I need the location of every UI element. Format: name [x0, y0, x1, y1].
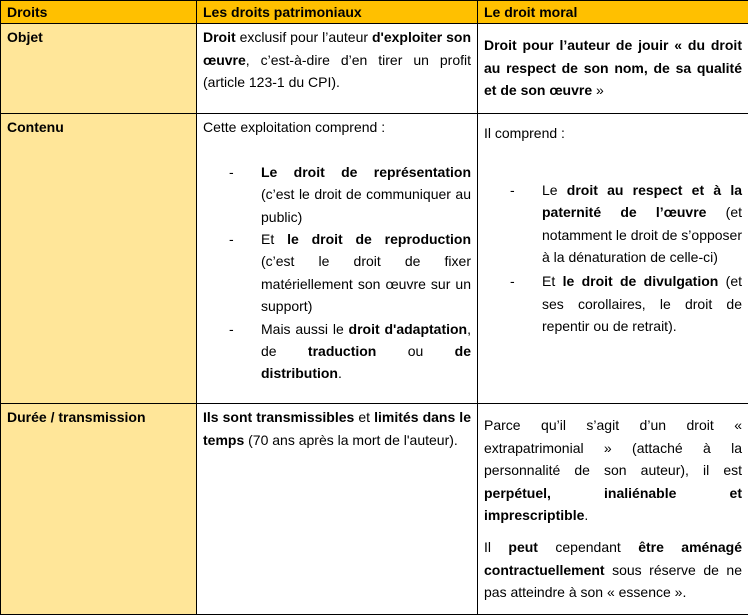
- paragraph-text: .: [584, 507, 588, 523]
- row-objet: [1, 24, 748, 114]
- list-item: [484, 270, 742, 337]
- row-duree: [1, 404, 748, 615]
- row-label-duree: Durée / transmission: [1, 404, 197, 615]
- objet-moral-text-1: »: [592, 82, 604, 98]
- header-droits: Droits: [1, 1, 197, 24]
- paragraph-bold: être aménagé contractuellement: [484, 539, 742, 577]
- list-item: [203, 318, 471, 385]
- header-moral: Le droit moral: [478, 1, 748, 24]
- header-patrimoniaux: Les droits patrimoniaux: [197, 1, 478, 24]
- contenu-patrimoniaux-list: [203, 161, 471, 385]
- contenu-patrimoniaux-intro: Cette exploitation comprend :: [203, 116, 471, 138]
- duree-patrimoniaux-text-2: (70 ans après la mort de l'auteur).: [244, 432, 458, 448]
- duree-moral-paragraph-1: [484, 414, 742, 526]
- dash-marker: -: [510, 179, 515, 201]
- dash-marker: -: [510, 270, 515, 292]
- row-label-objet: Objet: [1, 24, 197, 114]
- item-text: (c’est le droit de fixer matériellement son œuvre sur un support): [261, 253, 471, 314]
- item-text: , de: [261, 321, 471, 359]
- list-item: [484, 179, 742, 269]
- item-bold: le droit de reproduction: [287, 231, 471, 247]
- duree-patrimoniaux-bold-2: limités dans le temps: [203, 409, 471, 447]
- objet-patrimoniaux-text-1: exclusif pour l’auteur: [236, 29, 372, 45]
- item-bold: traduction: [308, 343, 376, 359]
- contenu-moral-cell: [478, 114, 748, 404]
- item-bold: droit au respect et à la paternité de l’œuvre: [542, 182, 742, 220]
- paragraph-text: Parce qu’il s’agit d’un droit « extrapatrimonial » (attaché à la personnalité de son auteur), il est: [484, 417, 742, 478]
- duree-moral-cell: [478, 404, 748, 615]
- contenu-patrimoniaux-cell: [197, 114, 478, 404]
- list-item: [203, 228, 471, 318]
- item-text: Et: [542, 273, 563, 289]
- duree-patrimoniaux-text-1: et: [354, 409, 374, 425]
- dash-marker: -: [229, 318, 234, 340]
- list-item: [203, 161, 471, 228]
- row-label-contenu: Contenu: [1, 114, 197, 404]
- objet-moral-cell: [478, 24, 748, 114]
- item-text: (c’est le droit de communiquer au public): [261, 186, 471, 224]
- paragraph-text: sous réserve de ne pas atteindre à son « essence ».: [484, 562, 742, 600]
- dash-marker: -: [229, 161, 234, 183]
- paragraph-text: Il: [484, 539, 508, 555]
- item-text: Mais aussi le: [261, 321, 349, 337]
- item-text: Le: [542, 182, 567, 198]
- duree-moral-paragraph-2: [484, 536, 742, 603]
- duree-patrimoniaux-cell: [197, 404, 478, 615]
- row-contenu: [1, 114, 748, 404]
- contenu-moral-intro: Il comprend :: [484, 122, 742, 144]
- item-text: .: [338, 365, 342, 381]
- paragraph-bold: perpétuel, inaliénable et imprescriptible: [484, 485, 742, 523]
- dash-marker: -: [229, 228, 234, 250]
- item-text: ou: [376, 343, 454, 359]
- paragraph-text: cependant: [538, 539, 638, 555]
- item-bold: le droit de divulgation: [563, 273, 719, 289]
- duree-patrimoniaux-bold-1: Ils sont transmissibles: [203, 409, 354, 425]
- item-text: (et notamment le droit de s’opposer à la dénaturation de celle-ci): [542, 204, 742, 265]
- objet-patrimoniaux-text-2: , c’est-à-dire d’en tirer un profit (article 123-1 du CPI).: [203, 52, 471, 90]
- item-text: (et ses corollaires, le droit de repentir ou de retrait).: [542, 273, 742, 334]
- objet-patrimoniaux-cell: [197, 24, 478, 114]
- item-bold: de distribution: [261, 343, 471, 381]
- objet-patrimoniaux-bold-1: Droit: [203, 29, 236, 45]
- header-row: [1, 1, 748, 24]
- contenu-moral-list: [484, 179, 742, 338]
- item-bold: droit d'adaptation: [349, 321, 468, 337]
- item-text: Et: [261, 231, 287, 247]
- objet-moral-bold-1: Droit pour l’auteur de jouir « du droit au respect de son nom, de sa qualité et de son œuvre: [484, 37, 742, 98]
- objet-patrimoniaux-bold-2: d'exploiter son œuvre: [203, 29, 471, 67]
- paragraph-bold: peut: [508, 539, 538, 555]
- item-bold: Le droit de représentation: [261, 164, 471, 180]
